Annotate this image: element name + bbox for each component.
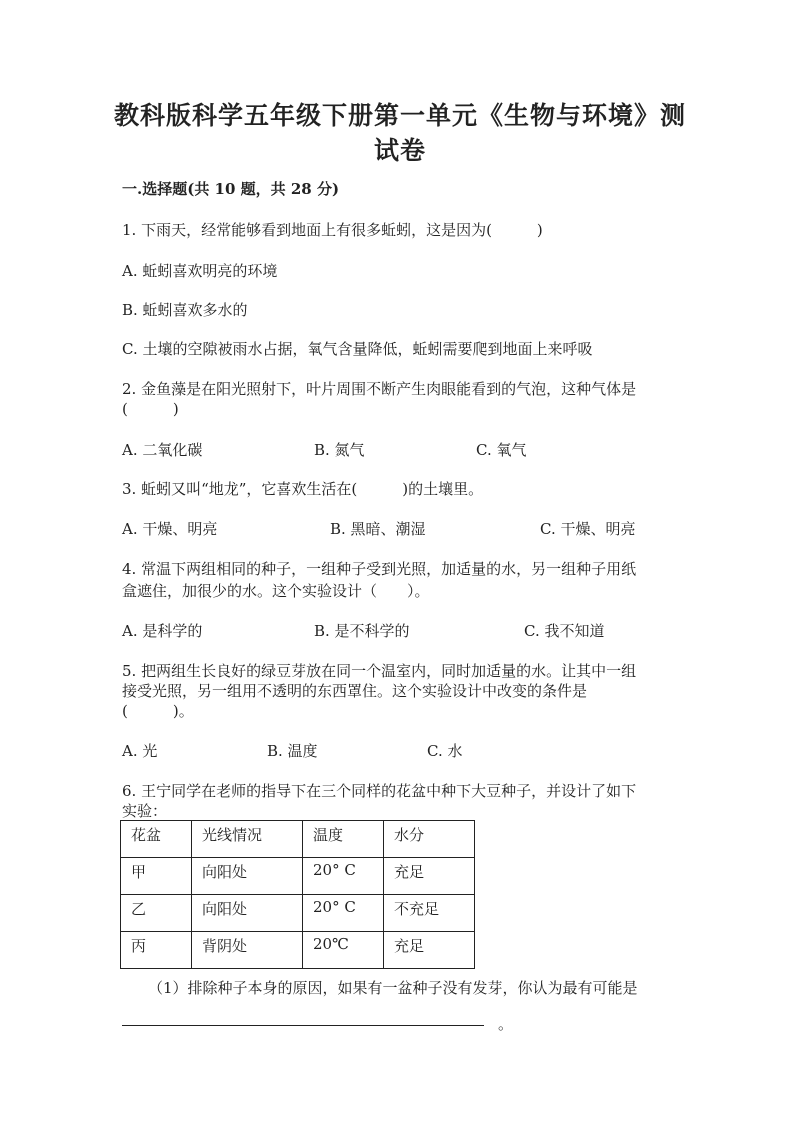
table-cell: 背阴处 bbox=[192, 932, 303, 969]
question-5-stem-continued: 接受光照，另一组用不透明的东西罩住。这个实验设计中改变的条件是 bbox=[122, 682, 588, 700]
table-cell: 20° C bbox=[303, 858, 384, 895]
table-cell: 20℃ bbox=[303, 932, 384, 969]
question-2-option-b: B. 氮气 bbox=[314, 441, 365, 459]
question-4-stem: 4. 常温下两组相同的种子，一组种子受到光照，加适量的水，另一组种子用纸 bbox=[122, 560, 637, 578]
table-header-cell: 光线情况 bbox=[192, 821, 303, 858]
experiment-table bbox=[120, 820, 475, 969]
question-2-option-a: A. 二氧化碳 bbox=[122, 441, 203, 459]
question-2-stem: 2. 金鱼藻是在阳光照射下，叶片周围不断产生肉眼能看到的气泡，这种气体是 bbox=[122, 380, 637, 398]
table-cell: 乙 bbox=[121, 895, 192, 932]
table-row bbox=[121, 858, 475, 895]
question-5-option-b: B. 温度 bbox=[267, 742, 318, 760]
answer-period: 。 bbox=[498, 1015, 514, 1033]
question-6-stem-continued: 实验： bbox=[122, 802, 168, 820]
question-2-option-c: C. 氧气 bbox=[476, 441, 527, 459]
question-5-option-c: C. 水 bbox=[427, 742, 463, 760]
table-row bbox=[121, 932, 475, 969]
table-cell: 充足 bbox=[384, 858, 475, 895]
question-4-option-b: B. 是不科学的 bbox=[314, 622, 410, 640]
question-4-option-a: A. 是科学的 bbox=[122, 622, 203, 640]
table-header-cell: 水分 bbox=[384, 821, 475, 858]
question-2-stem-continued: ( ) bbox=[122, 400, 179, 418]
table-header-row bbox=[121, 821, 475, 858]
page-title: 教科版科学五年级下册第一单元《生物与环境》测 bbox=[113, 101, 686, 130]
table-cell: 充足 bbox=[384, 932, 475, 969]
question-1-option-a: A. 蚯蚓喜欢明亮的环境 bbox=[122, 262, 278, 280]
question-4-stem-continued: 盒遮住，加很少的水。这个实验设计（ ）。 bbox=[122, 582, 430, 600]
table-cell: 不充足 bbox=[384, 895, 475, 932]
question-3-stem: 3. 蚯蚓又叫“地龙”，它喜欢生活在( )的土壤里。 bbox=[122, 480, 484, 498]
question-5-stem: 5. 把两组生长良好的绿豆芽放在同一个温室内，同时加适量的水。让其中一组 bbox=[122, 662, 637, 680]
answer-blank-line bbox=[122, 1025, 484, 1026]
table-row bbox=[121, 895, 475, 932]
table-header-cell: 温度 bbox=[303, 821, 384, 858]
section-heading: 一.选择题(共 10 题，共 28 分) bbox=[122, 180, 340, 198]
table-header-cell: 花盆 bbox=[121, 821, 192, 858]
question-1-option-c: C. 土壤的空隙被雨水占据，氧气含量降低，蚯蚓需要爬到地面上来呼吸 bbox=[122, 340, 593, 358]
question-3-option-b: B. 黑暗、潮湿 bbox=[330, 520, 426, 538]
table-cell: 丙 bbox=[121, 932, 192, 969]
question-5-stem-continued-2: ( )。 bbox=[122, 702, 194, 720]
table-cell: 向阳处 bbox=[192, 895, 303, 932]
question-3-option-a: A. 干燥、明亮 bbox=[122, 520, 218, 538]
question-3-option-c: C. 干燥、明亮 bbox=[540, 520, 636, 538]
table-cell: 向阳处 bbox=[192, 858, 303, 895]
table-cell: 20° C bbox=[303, 895, 384, 932]
question-6-subquestion-1: （1）排除种子本身的原因，如果有一盆种子没有发芽，你认为最有可能是 bbox=[148, 979, 638, 997]
question-4-option-c: C. 我不知道 bbox=[524, 622, 605, 640]
question-6-stem: 6. 王宁同学在老师的指导下在三个同样的花盆中种下大豆种子，并设计了如下 bbox=[122, 782, 637, 800]
page-title-continued: 试卷 bbox=[373, 136, 426, 165]
question-1-stem: 1. 下雨天，经常能够看到地面上有很多蚯蚓，这是因为( ) bbox=[122, 221, 543, 239]
table-cell: 甲 bbox=[121, 858, 192, 895]
question-1-option-b: B. 蚯蚓喜欢多水的 bbox=[122, 301, 248, 319]
question-5-option-a: A. 光 bbox=[122, 742, 158, 760]
